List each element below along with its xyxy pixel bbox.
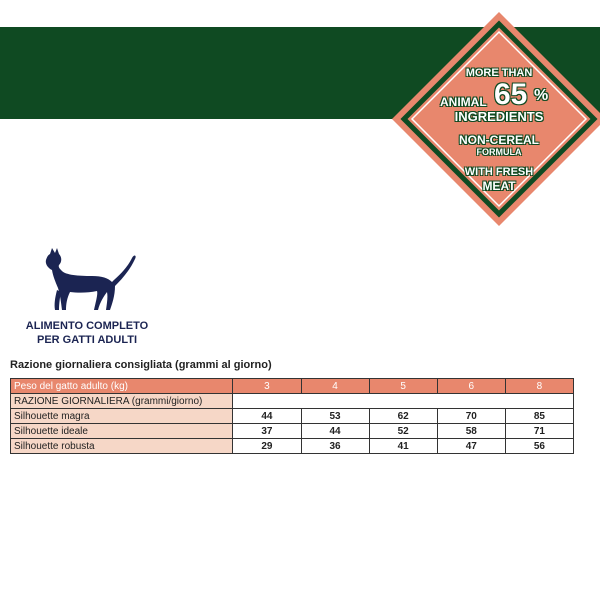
badge-with-fresh: WITH FRESH xyxy=(464,166,534,178)
header-label: Peso del gatto adulto (kg) xyxy=(11,379,233,394)
table-cell: 44 xyxy=(301,424,369,439)
subheader-blank xyxy=(233,394,574,409)
weight-cell: 5 xyxy=(369,379,437,394)
feeding-table xyxy=(10,378,574,454)
badge-ingredients: INGREDIENTS xyxy=(454,109,544,124)
weight-cell: 6 xyxy=(437,379,505,394)
table-cell: 56 xyxy=(505,439,573,454)
table-cell: 47 xyxy=(437,439,505,454)
product-label-line1: ALIMENTO COMPLETO xyxy=(25,320,149,332)
table-row xyxy=(11,424,574,439)
weight-cell: 4 xyxy=(301,379,369,394)
table-cell: 29 xyxy=(233,439,301,454)
badge-non-cereal: NON-CEREAL xyxy=(459,133,539,147)
row-label: Silhouette ideale xyxy=(11,424,233,439)
table-cell: 71 xyxy=(505,424,573,439)
badge-percent-sign: % xyxy=(534,87,549,104)
table-cell: 70 xyxy=(437,409,505,424)
product-type-label xyxy=(18,319,156,347)
table-cell: 52 xyxy=(369,424,437,439)
badge-more-than: MORE THAN xyxy=(465,67,533,79)
table-cell: 41 xyxy=(369,439,437,454)
table-cell: 53 xyxy=(301,409,369,424)
table-cell: 58 xyxy=(437,424,505,439)
table-row xyxy=(11,409,574,424)
table-row xyxy=(11,439,574,454)
table-title: Razione giornaliera consigliata (grammi al giorno) xyxy=(10,359,272,371)
weight-cell: 3 xyxy=(233,379,301,394)
badge-percent-value: 65 xyxy=(494,78,528,111)
weight-cell: 8 xyxy=(505,379,573,394)
cat-icon xyxy=(40,246,140,316)
table-header-row xyxy=(11,379,574,394)
table-cell: 62 xyxy=(369,409,437,424)
badge-formula: FORMULA xyxy=(476,147,522,157)
product-label-line2: PER GATTI ADULTI xyxy=(36,334,137,346)
badge-animal: ANIMAL xyxy=(440,95,487,109)
badge-meat: MEAT xyxy=(482,179,516,193)
table-cell: 36 xyxy=(301,439,369,454)
row-label: Silhouette robusta xyxy=(11,439,233,454)
row-label: Silhouette magra xyxy=(11,409,233,424)
table-subheader-row xyxy=(11,394,574,409)
table-cell: 44 xyxy=(233,409,301,424)
table-cell: 85 xyxy=(505,409,573,424)
subheader-label: RAZIONE GIORNALIERA (grammi/giorno) xyxy=(11,394,233,409)
table-cell: 37 xyxy=(233,424,301,439)
claims-badge xyxy=(390,10,600,228)
